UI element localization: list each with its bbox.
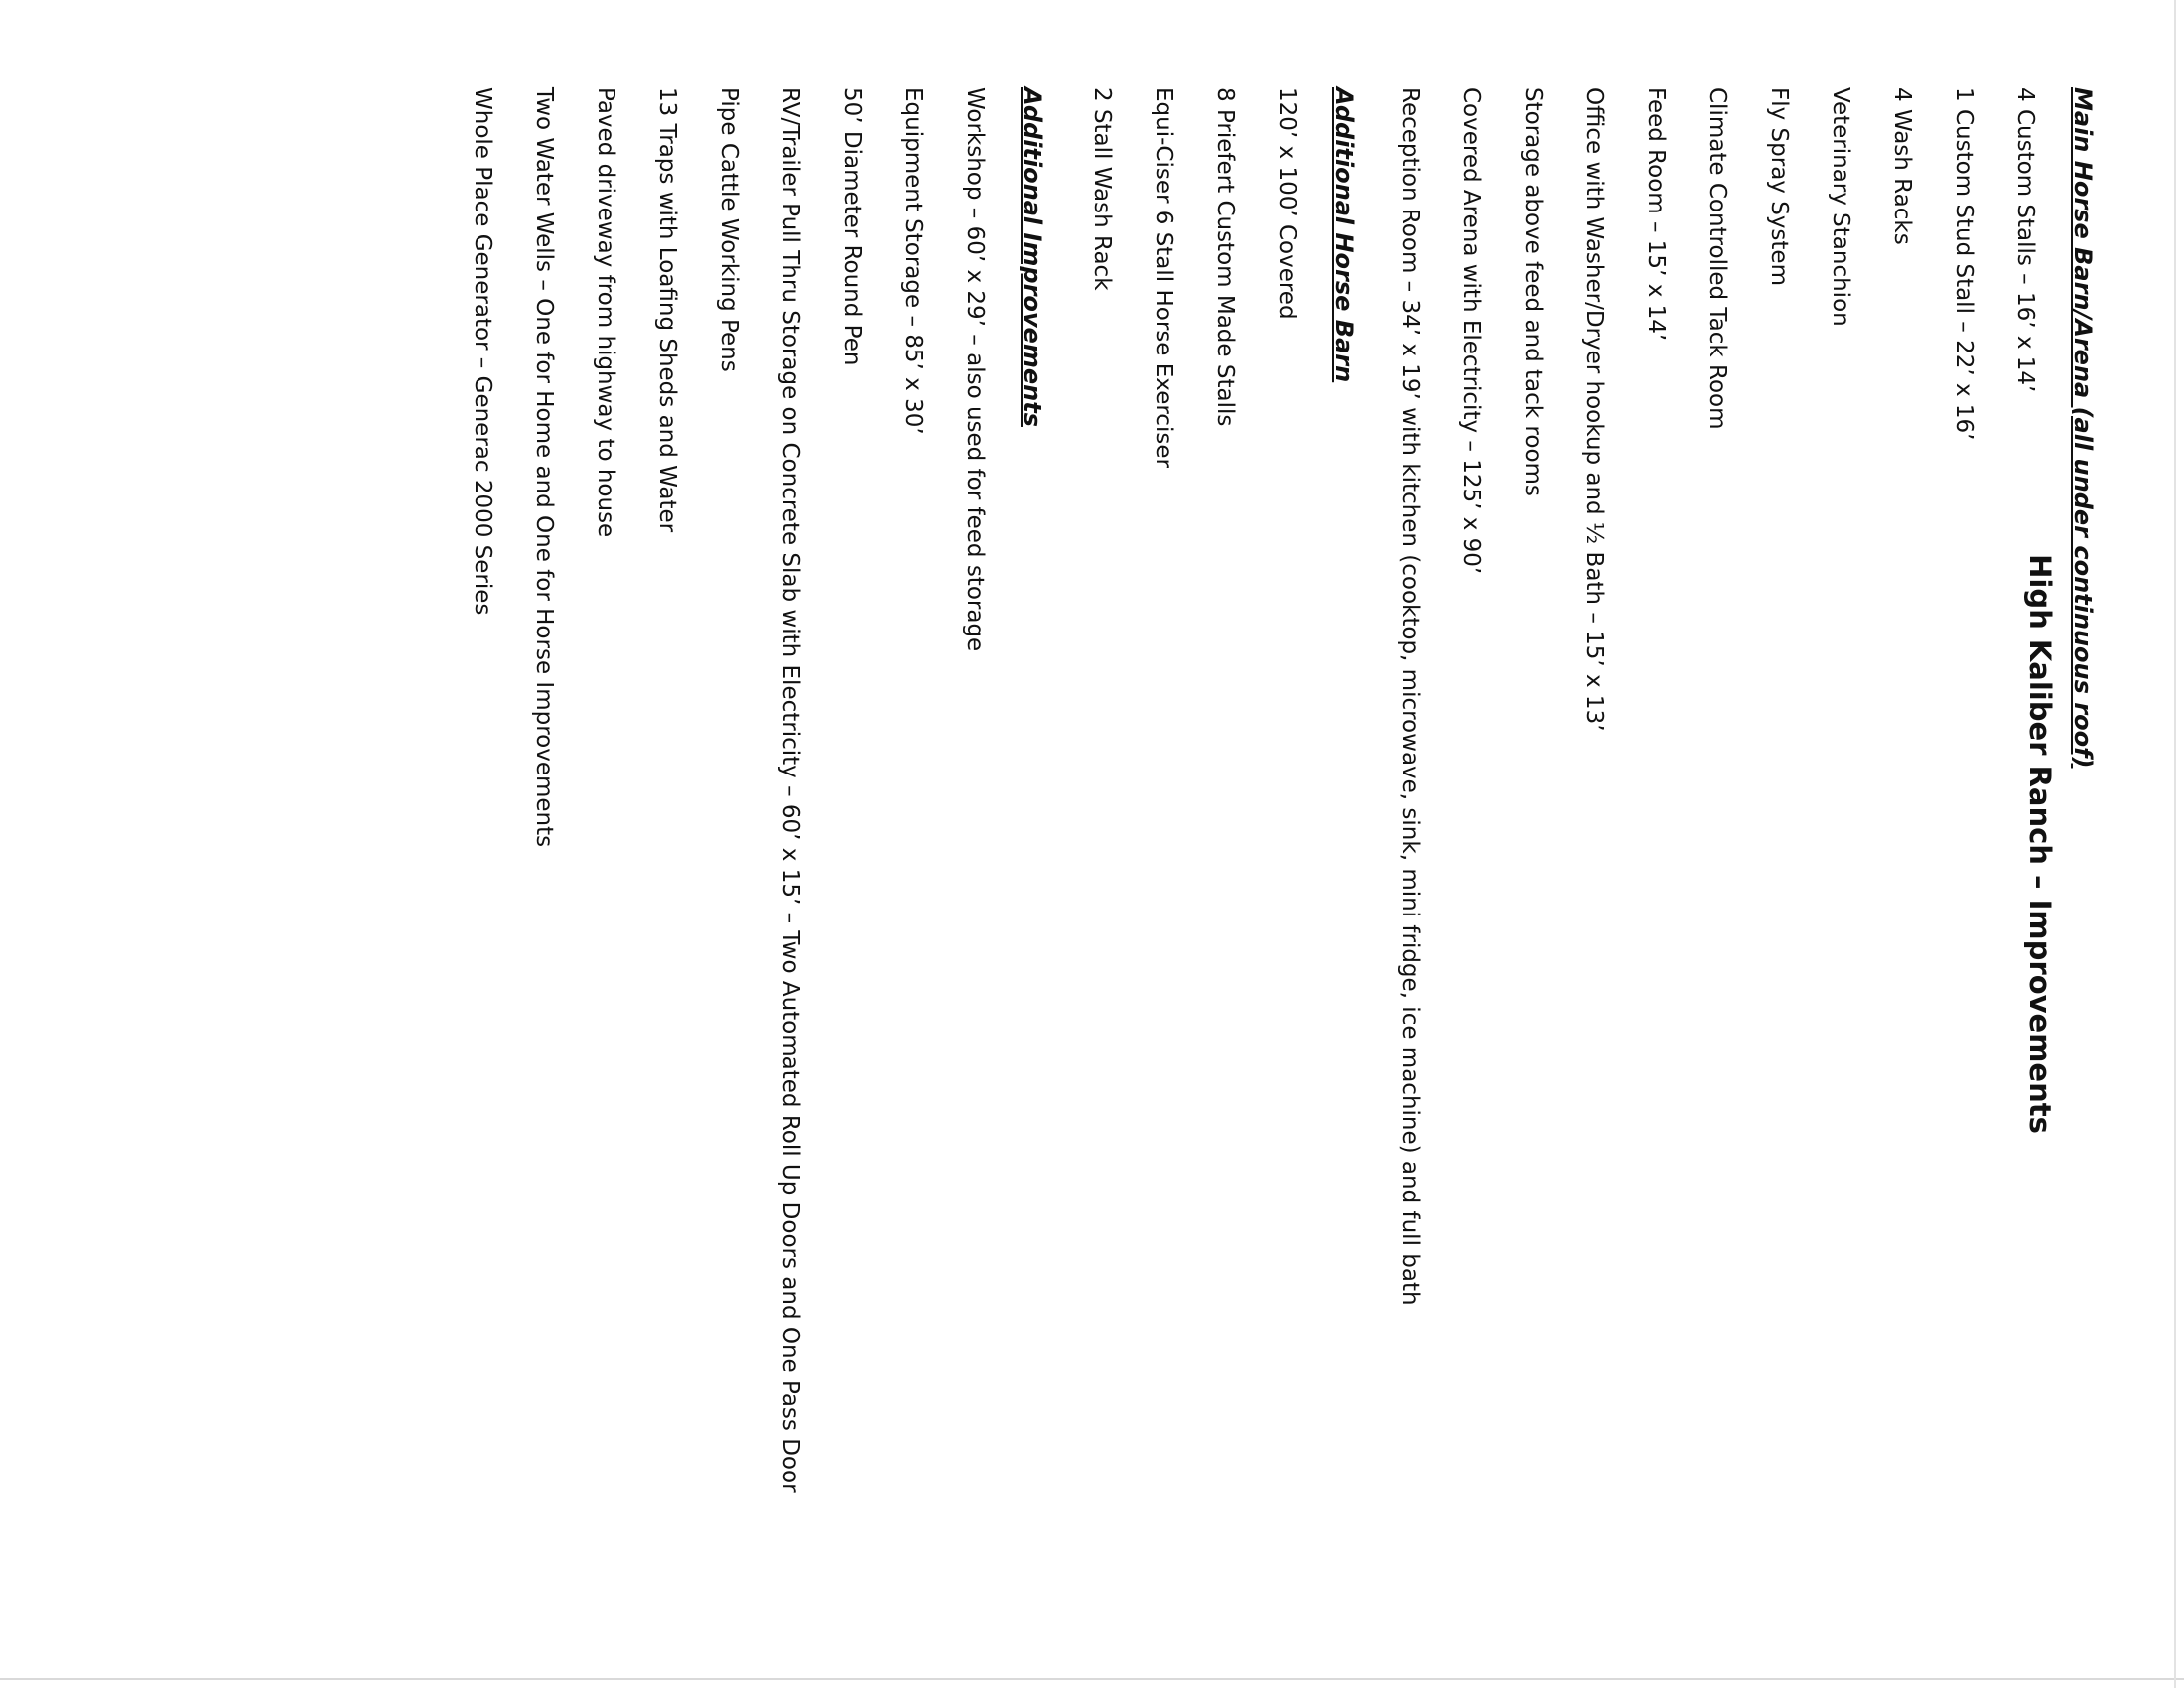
list-item: Paved driveway from highway to house [593, 87, 618, 538]
list-item: Two Water Wells – One for Home and One for Horse Improvements [531, 87, 557, 848]
list-item: Fly Spray System [1766, 87, 1792, 286]
list-item: 1 Custom Stud Stall – 22’ x 16’ [1951, 87, 1977, 441]
list-item: 4 Custom Stalls – 16’ x 14’ [2012, 87, 2038, 393]
list-item: Whole Place Generator – Generac 2000 Series [470, 87, 495, 616]
list-item: Equipment Storage – 85’ x 30’ [900, 87, 926, 435]
list-item: 8 Priefert Custom Made Stalls [1212, 87, 1238, 427]
section-additional-improvements [437, 87, 1052, 1617]
list-item: 50’ Diameter Round Pen [839, 87, 865, 366]
section-main-horse-barn [1364, 87, 2103, 1617]
list-item: Veterinary Stanchion [1828, 87, 1853, 327]
section-heading: Additional Horse Barn [1330, 87, 1358, 383]
list-item: Equi-Ciser 6 Stall Horse Exerciser [1151, 87, 1176, 468]
list-item: Pipe Cattle Working Pens [716, 87, 742, 372]
list-item: Covered Arena with Electricity – 125’ x 90’ [1458, 87, 1484, 575]
list-item: RV/Trailer Pull Thru Storage on Concrete Slab with Electricity – 60’ x 15’ – Two Automated Roll Up Doors and One Pass Door [777, 87, 803, 1493]
list-item: Reception Room – 34’ x 19’ with kitchen (cooktop, microwave, sink, mini fridge, ice machine) and full bath [1397, 87, 1423, 1306]
section-heading: Main Horse Barn/Arena (all under continuous roof) [2069, 87, 2097, 769]
scan-edge-bottom [0, 1678, 2184, 1680]
scan-edge-right [2174, 0, 2176, 1688]
list-item: Workshop – 60’ x 29’ – also used for feed storage [962, 87, 988, 652]
list-item: 4 Wash Racks [1889, 87, 1915, 245]
list-item: Climate Controlled Tack Room [1705, 87, 1730, 430]
list-item: 120’ x 100’ Covered [1274, 87, 1299, 320]
list-item: Feed Room – 15’ x 14’ [1643, 87, 1669, 342]
list-item: 13 Traps with Loafing Sheds and Water [654, 87, 680, 533]
section-additional-horse-barn [1056, 87, 1364, 1617]
list-item: Storage above feed and tack rooms [1520, 87, 1546, 496]
list-item: Office with Washer/Dryer hookup and ½ Bath – 15’ x 13’ [1581, 87, 1607, 732]
document-title: High Kaliber Ranch – Improvements [2023, 554, 2057, 1134]
section-heading: Additional Improvements [1019, 87, 1046, 427]
list-item: 2 Stall Wash Rack [1089, 87, 1115, 291]
